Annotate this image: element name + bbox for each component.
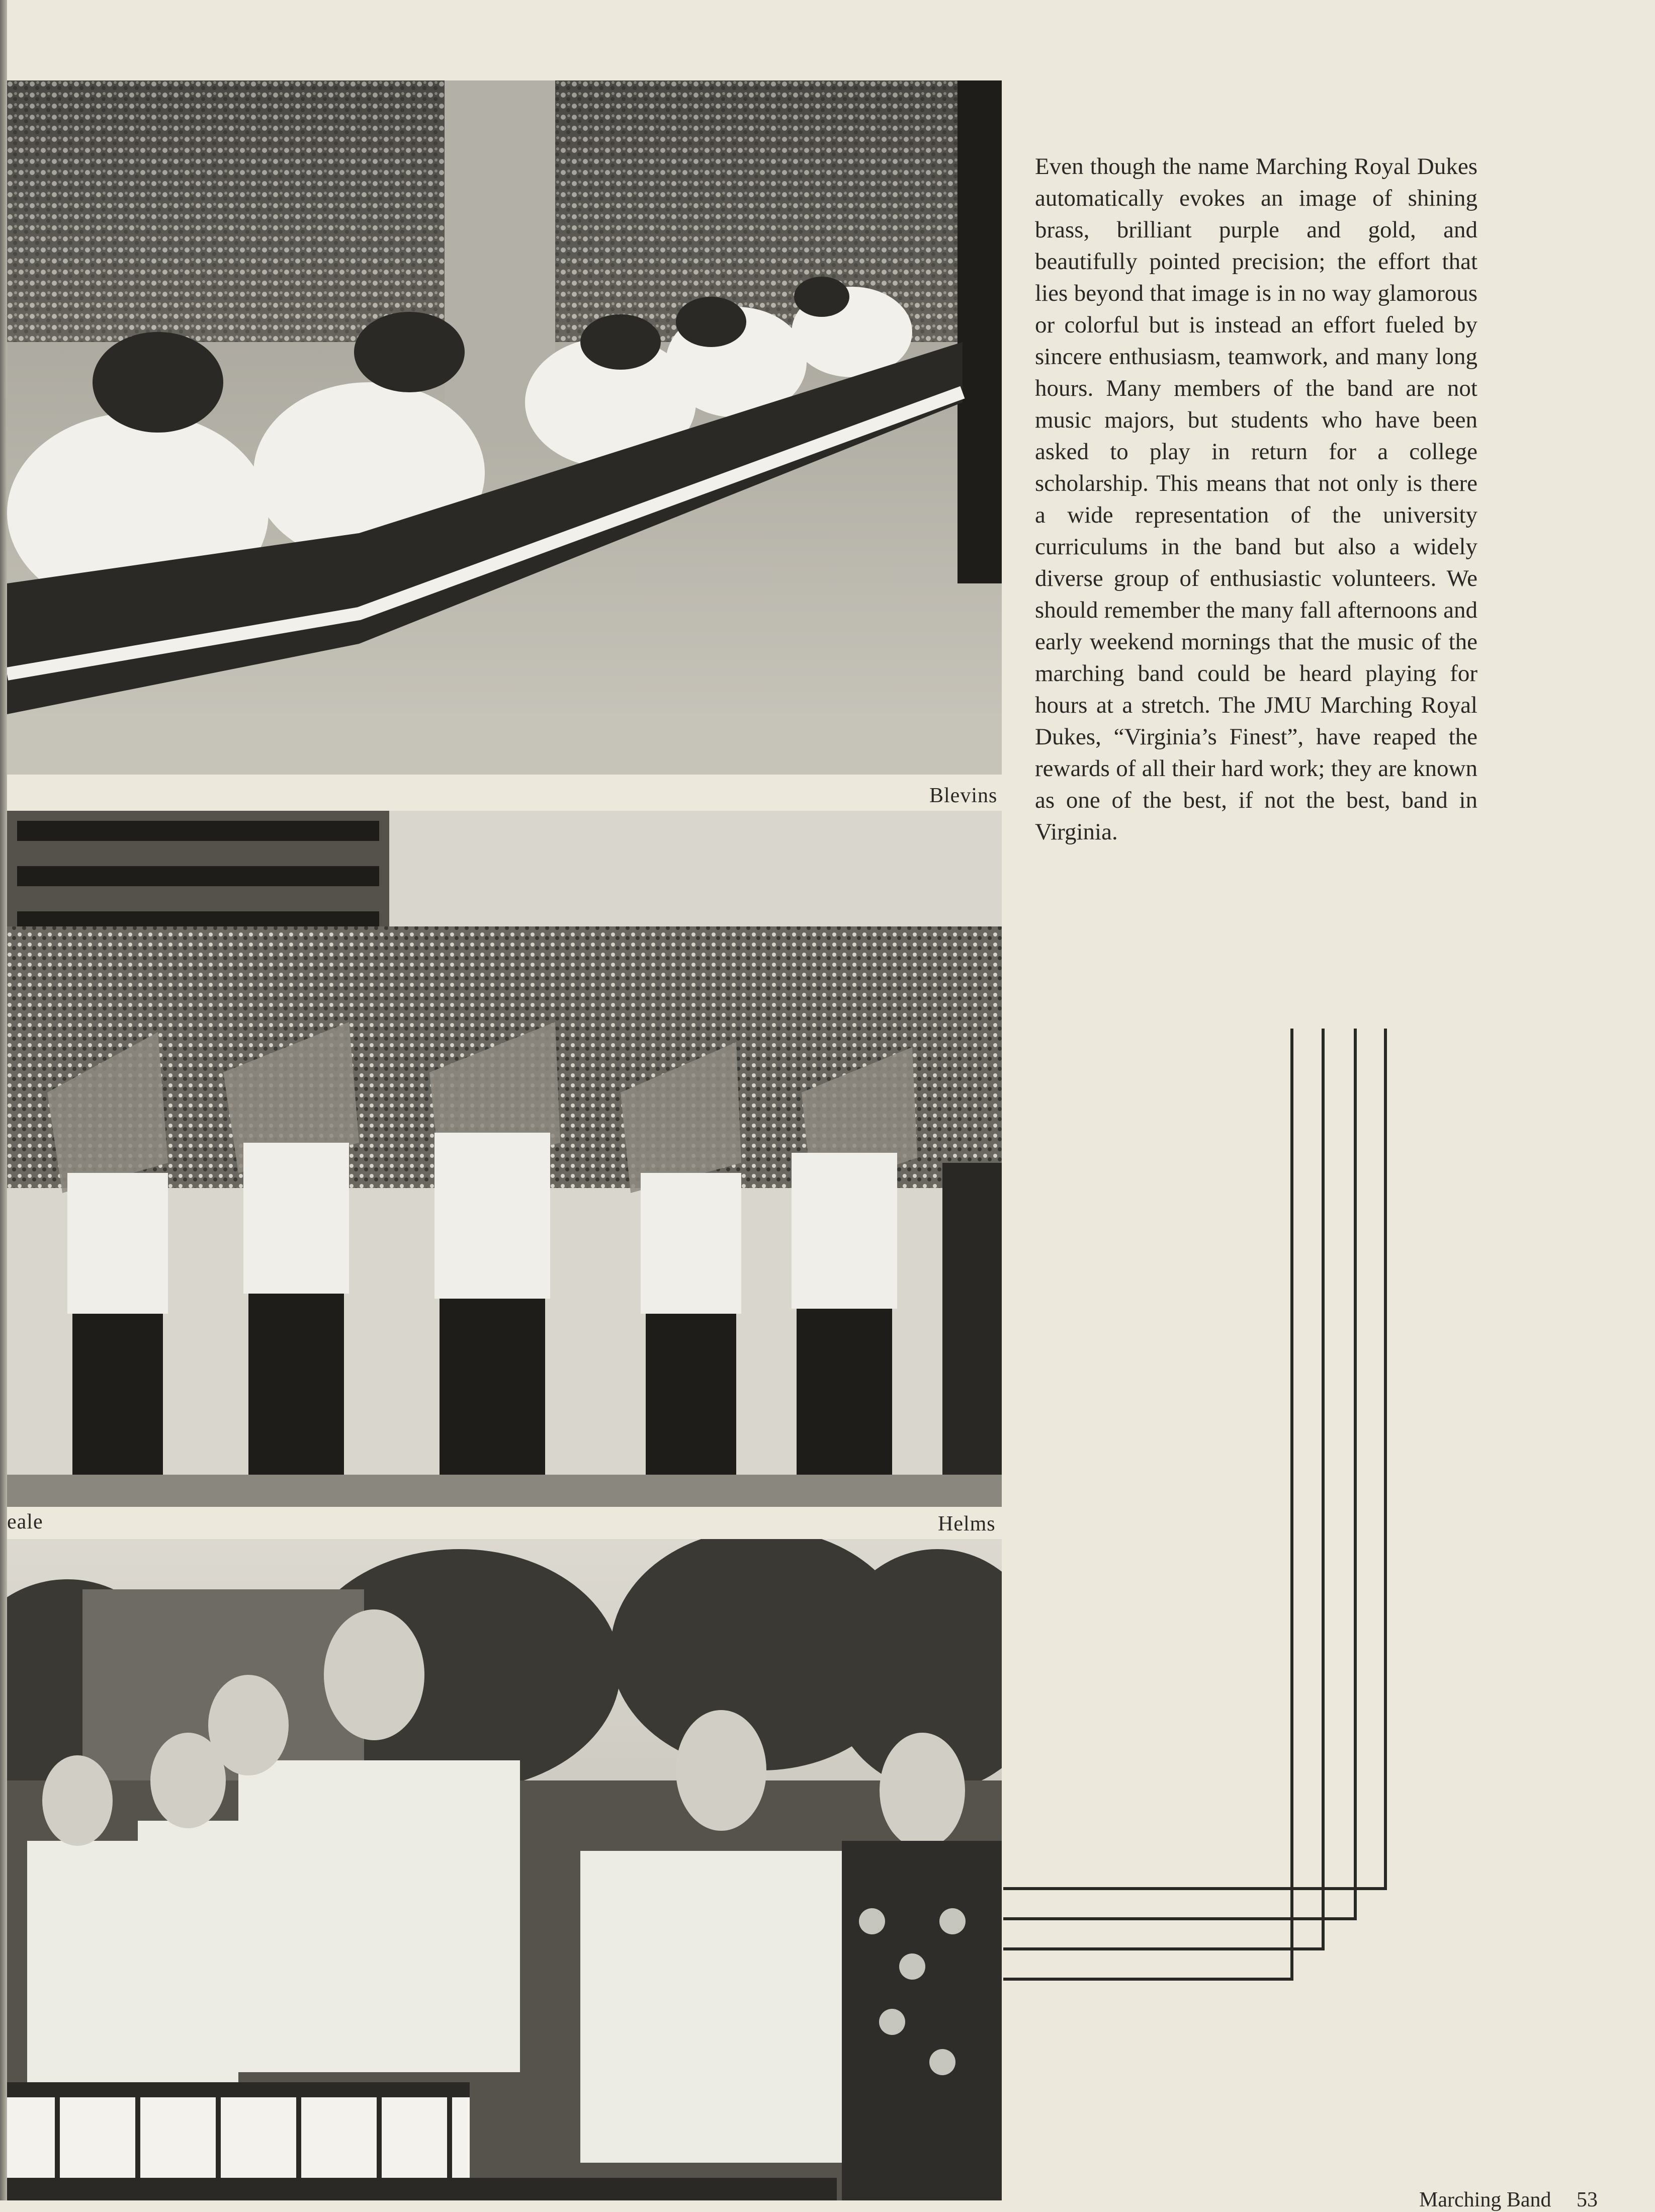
photo-drumline — [7, 1539, 1002, 2200]
photo-credit-top: Blevins — [929, 784, 998, 807]
page-footer — [1419, 2188, 1598, 2212]
page-binding-edge — [0, 0, 7, 2200]
photo-pushups-image — [7, 80, 1002, 775]
photo-drumline-image — [7, 1539, 1002, 2200]
photo-credit-middle: Helms — [938, 1512, 996, 1536]
footer-page-number: 53 — [1577, 2188, 1598, 2211]
article-body-text: Even though the name Marching Royal Dukes automatically evokes an image of shining brass, brilliant purple and gold, and beautifully pointed precision; the effort that lies beyond that image is in no way glamorous or colorful but is instead an effort fueled by sincere enthusiasm, teamwork, and many long hours. Many members of the band are not music majors, but students who have been asked to play in return for a college scholarship. This means that not only is there a wide representation of the university curriculums in the band but also a widely diverse group of enthusiastic volunteers. We should remember the many fall afternoons and early weekend mornings that the music of the marching band could be heard playing for hours at a stretch. The JMU Marching Royal Dukes, “Virginia’s Finest”, have reaped the rewards of all their hard work; they are known as one of the best, if not the best, band in Virginia. — [1035, 153, 1477, 845]
decorative-stepped-lines — [1003, 1029, 1396, 1984]
photo-saluting-band-image — [7, 811, 1002, 1507]
photo-pushups — [7, 80, 1002, 775]
photo-credit-left: eale — [7, 1510, 43, 1534]
photo-saluting-band — [7, 811, 1002, 1507]
footer-section-name: Marching Band — [1419, 2188, 1551, 2211]
